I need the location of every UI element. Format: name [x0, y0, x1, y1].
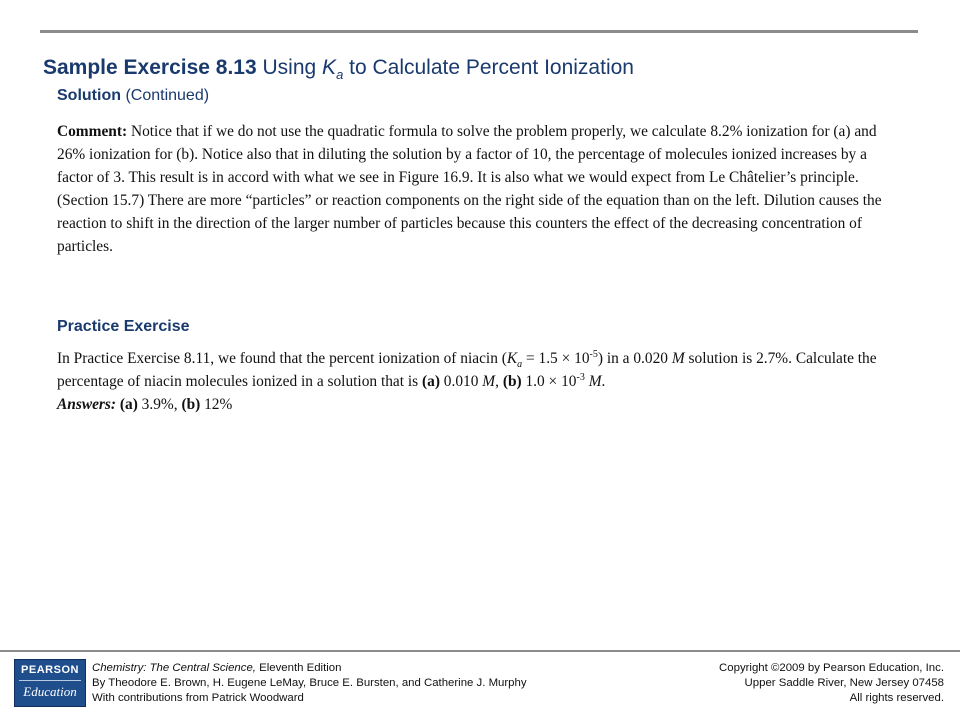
- pearson-education-logo: [14, 659, 86, 707]
- practice-paragraph: In Practice Exercise 8.11, we found that the percent ionization of niacin $(K_a = 1.5 \times 10^{-5})$ in a 0.020 M solution is 2.7%. Calculate the percentage of niacin molecules ionized in a solution that is (a) 0.010 M, (b) $1.0 \times 10^{-3}$ M. Answers: (a) 3.9%, (b) 12%: [57, 348, 877, 413]
- page-title: Sample Exercise 8.13 Using $K_a$ to Calculate Percent Ionization: [43, 56, 634, 83]
- book-citation: Chemistry: The Central Science, Eleventh Edition By Theodore E. Brown, H. Eugene LeMay, Bruce E. Bursten, and Catherine J. Murphy With contributions from Patrick Woodward: [92, 662, 527, 704]
- top-rule: [40, 30, 918, 33]
- comment-paragraph: [57, 120, 903, 258]
- practice-exercise-heading: Practice Exercise: [57, 318, 190, 335]
- answers-label: Answers:: [57, 396, 117, 413]
- logo-divider: [19, 680, 81, 681]
- comment-label: Comment:: [57, 123, 128, 140]
- copyright-notice: Copyright ©2009 by Pearson Education, Inc. Upper Saddle River, New Jersey 07458 All rights reserved.: [719, 662, 944, 704]
- logo-top-text: PEARSON: [21, 664, 79, 676]
- footer-rule: [0, 650, 960, 652]
- section-subtitle: Solution (Continued): [57, 87, 210, 104]
- comment-text: Notice that if we do not use the quadratic formula to solve the problem properly, we calculate 8.2% ionization for (a) and 26% ionization for (b). Notice also that in diluting the solution by a factor of 10, the percentage of molecules ionized increases by a factor of 3. This result is in accord with what we see in Figure 16.9. It is also what we would expect from Le Châtelier’s principle. (Section 15.7) There are more “particles” or reaction components on the right side of the equation than on the left. Dilution causes the reaction to shift in the direction of the larger number of particles because this counters the effect of the decreasing concentration of particles.: [57, 123, 882, 255]
- logo-bottom-text: Education: [23, 684, 77, 699]
